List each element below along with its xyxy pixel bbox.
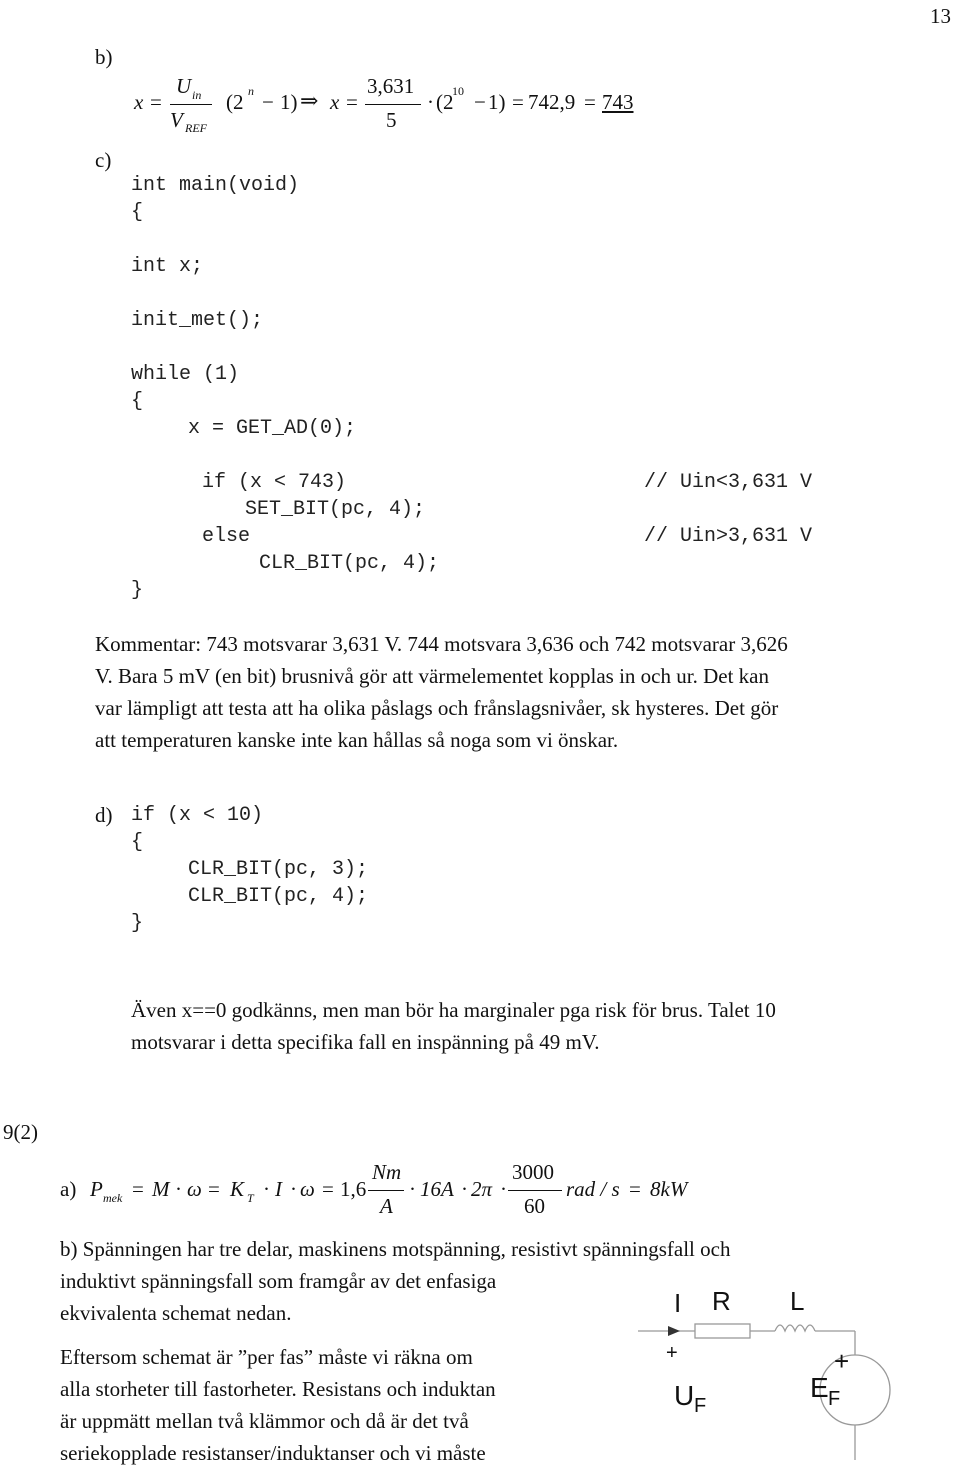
dot-operator: · [427,90,434,114]
dot-3: · [290,1177,297,1201]
omega-2: ω [300,1177,315,1201]
eq-4: = [629,1177,641,1201]
section-label-b: b) [95,45,113,69]
q9-b-line: b) Spänningen har tre delar, maskinens motspänning, resistivt spänningsfall och [60,1237,731,1261]
frac2-bar [365,104,421,105]
eq-1: = [132,1177,144,1201]
kommentar-line: att temperaturen kanske inte kan hållas så noga som vi önskar. [95,728,619,752]
kommentar-line: V. Bara 5 mV (en bit) brusnivå gör att värmelementet kopplas in och ur. Det kan [95,664,769,688]
frac2-denominator: 5 [386,108,397,132]
code-line: if (x < 743) [202,471,347,494]
frac-speed-denominator: 60 [524,1194,545,1218]
k-symbol: K [230,1177,245,1201]
label-voltage-u: U [674,1380,695,1411]
code-line: { [131,390,144,413]
label-inductance-l: L [790,1286,805,1316]
p-subscript: mek [103,1191,123,1205]
dot-1: · [175,1177,182,1201]
term1-close: 1) [280,90,298,114]
code-line: while (1) [131,363,240,386]
code-line: { [131,831,144,854]
inductor-coil [775,1325,815,1331]
code-line: CLR_BIT(pc, 3); [188,858,369,881]
resistor [695,1324,750,1338]
code-line: } [131,912,144,935]
frac-speed-numerator: 3000 [512,1160,554,1184]
label-resistance-r: R [712,1286,731,1316]
frac1-numerator: U [176,74,192,98]
current-value: 16A [420,1177,454,1201]
q9-eftersom-line: seriekopplade resistanser/induktanser och vi måste [60,1441,486,1465]
code-line: SET_BIT(pc, 4); [245,498,426,521]
eq-3: = [322,1177,334,1201]
i-symbol: I [275,1177,282,1201]
formula-x2: x [330,90,340,114]
code-line: int x; [131,255,204,278]
frac1-bar [170,104,212,105]
frac-speed-bar [508,1190,562,1191]
part-label-a: a) [60,1177,77,1201]
formula-x: x [134,90,144,114]
code-line: int main(void) [131,174,300,197]
p-symbol: P [90,1177,103,1201]
implies-arrow: ⇒ [300,88,319,113]
frac-nm-numerator: Nm [372,1160,402,1184]
term1-exponent: n [248,84,254,98]
term1-open: (2 [226,90,244,114]
question-label-9-2: 9(2) [3,1120,38,1144]
formula-eq2: = [346,90,358,114]
code-line: { [131,201,144,224]
code-line: x = GET_AD(0); [188,417,357,440]
d-note-line: Även x==0 godkänns, men man bör ha marginaler pga risk för brus. Talet 10 [131,998,776,1022]
frac1-denominator: V [170,108,183,132]
current-arrow-icon [668,1326,680,1336]
coefficient: 1,6 [340,1177,367,1201]
dot-2: · [263,1177,270,1201]
k-subscript: T [247,1191,254,1205]
q9-b-line: induktivt spänningsfall som framgår av det enfasiga [60,1269,497,1293]
label-plus-left: + [666,1342,678,1364]
code-line: else [202,525,251,548]
code-comment: // Uin>3,631 V [644,525,813,548]
code-line: if (x < 10) [131,804,264,827]
code-comment: // Uin<3,631 V [644,471,813,494]
kommentar-line: var lämpligt att testa att ha olika påslags och frånslagsnivåer, sk hysteres. Det gör [95,696,779,720]
frac-nm-denominator: A [380,1194,393,1218]
formula-result: 743 [602,90,634,114]
q9-b-line: ekvivalenta schemat nedan. [60,1301,292,1325]
term1-minus: − [262,90,274,114]
label-emf-e-sub: F [828,1388,841,1410]
label-plus-right: + [834,1346,850,1376]
equivalent-circuit [630,1280,960,1470]
frac1-denominator-sub: REF [185,121,207,135]
code-line: init_met(); [131,309,264,332]
kommentar-line: Kommentar: 743 motsvarar 3,631 V. 744 motsvara 3,636 och 742 motsvarar 3,626 [95,632,788,656]
label-emf-e: E [810,1372,829,1403]
formula-eq3: = [512,90,524,114]
code-line: CLR_BIT(pc, 4); [188,885,369,908]
two-pi: 2π [471,1177,493,1201]
term2-close: 1) [488,90,506,114]
term2-minus: − [474,90,486,114]
page-number: 13 [930,4,951,28]
dot-4: · [409,1177,416,1201]
term2-exponent: 10 [452,84,464,98]
m-symbol: M [152,1177,170,1201]
q9-eftersom-line: Eftersom schemat är ”per fas” måste vi räkna om [60,1345,473,1369]
q9-eftersom-line: är uppmätt mellan två klämmor och då är det två [60,1409,469,1433]
label-voltage-u-sub: F [694,1395,707,1417]
section-label-c: c) [95,148,112,172]
q9-eftersom-line: alla storheter till fastorheter. Resistans och induktan [60,1377,496,1401]
d-note-line: motsvarar i detta specifika fall en inspänning på 49 mV. [131,1030,600,1054]
code-line: } [131,579,144,602]
frac2-numerator: 3,631 [367,74,415,98]
power-result: 8kW [650,1177,688,1201]
eq-2: = [208,1177,220,1201]
formula-value1: 742,9 [528,90,576,114]
code-line: CLR_BIT(pc, 4); [259,552,440,575]
term2-open: (2 [436,90,454,114]
dot-6: · [500,1177,507,1201]
dot-5: · [461,1177,468,1201]
frac1-numerator-sub: in [192,88,202,102]
section-label-d: d) [95,803,113,827]
unit-rad-s: rad / s [566,1177,620,1201]
formula-eq4: = [584,90,596,114]
label-current-i: I [674,1288,682,1318]
omega-1: ω [187,1177,202,1201]
frac-nm-bar [368,1190,404,1191]
formula-eq: = [150,90,162,114]
